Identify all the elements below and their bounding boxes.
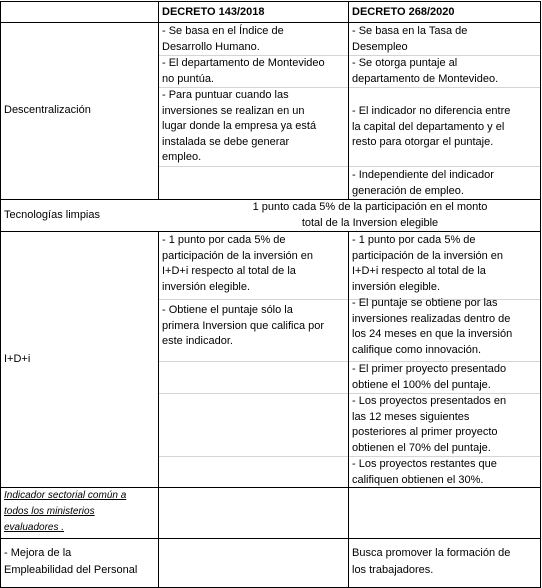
cell-line: - El puntaje se obtiene por las [352,297,498,309]
sectorial-row-bottom [0,538,541,539]
cell-line: no puntúa. [162,72,214,85]
cell-line: - Se basa en el Índice de [162,25,284,37]
cell-line: I+D+i respecto al total de la [162,265,296,278]
cell-line: inversiones se realizan en un [162,104,305,117]
cell-line: resto para otorgar el puntaje. [352,136,494,149]
subrow-line [159,456,348,457]
header-row-bottom [0,22,541,23]
tecnologias-text-line: 1 punto cada 5% de la participación en el monto [252,201,488,213]
subrow-line [159,166,348,167]
cell-line: inversión elegible. [352,280,441,293]
row-label-sectorial: todos los ministerios [4,506,95,517]
tecnologias-text-line: total de la Inversion elegible [301,216,439,229]
table-border-right [540,1,541,588]
cell-line: los 24 meses en que la inversión [352,328,513,341]
col1-divider-bottom [158,231,159,588]
cell-line: - Los proyectos restantes que [352,458,497,470]
cell-line: las 12 meses siguientes [352,410,470,423]
row-label-descentralizacion: Descentralización [4,104,91,116]
cell-line: obtiene el 100% del puntaje. [352,378,491,391]
cell-line: departamento de Montevideo. [352,72,499,85]
cell-line: - Se otorga puntaje al [352,57,458,69]
cell-line: generación de empleo. [352,184,464,197]
cell-line: inversión elegible. [162,280,251,293]
header-decreto-268: DECRETO 268/2020 [352,6,455,18]
cell-line: - Para puntuar cuando las [162,89,289,101]
row-label-idi: I+D+i [4,353,31,365]
cell-line: participación de la inversión en [162,249,314,262]
cell-line: este indicador. [162,335,233,348]
table-border-left [0,1,1,588]
row-label-sectorial: Indicador sectorial común a [4,490,127,501]
col2-divider-top [348,1,349,200]
row-label-empleabilidad: Empleabilidad del Personal [4,564,138,576]
cell-line: Desempleo [352,40,408,53]
cell-line: - El indicador no diferencia entre [352,105,511,117]
row-label-tecnologias: Tecnologías limpias [4,209,100,221]
row-label-sectorial: evaluadores . [4,522,65,533]
cell-line: - Obtiene el puntaje sólo la [162,304,293,316]
cell-line: la capital del departamento y el [352,120,505,133]
cell-line: I+D+i respecto al total de la [352,265,486,278]
cell-line: - 1 punto por cada 5% de [162,234,286,246]
subrow-line [159,361,348,362]
row-label-empleabilidad: - Mejora de la [4,547,72,559]
cell-line: califiquen obtienen el 30%. [352,473,484,486]
col2-divider-bottom [348,231,349,588]
cell-line: inversiones realizadas dentro de [352,312,511,325]
subrow-line [159,299,348,300]
subrow-line [349,166,540,167]
cell-line: Busca promover la formación de [352,547,511,559]
header-decreto-143: DECRETO 143/2018 [162,6,265,18]
cell-line: empleo. [162,151,202,164]
cell-line: califique como innovación. [352,343,482,356]
col1-divider-top [158,1,159,200]
cell-line: - Independiente del indicador [352,169,494,181]
subrow-line [159,393,348,394]
cell-line: - El departamento de Montevideo [162,57,325,69]
cell-line: - Los proyectos presentados en [352,395,507,407]
cell-line: - El primer proyecto presentado [352,363,507,375]
cell-line: - 1 punto por cada 5% de [352,234,476,246]
table-border-top [0,1,541,2]
cell-line: posteriores al primer proyecto [352,426,498,439]
cell-line: primera Inversion que califica por [162,319,325,332]
cell-line: participación de la inversión en [352,249,504,262]
cell-line: los trabajadores. [352,564,434,576]
cell-line: instalada se debe generar [162,135,290,148]
cell-line: lugar donde la empresa ya está [162,120,317,133]
cell-line: Desarrollo Humano. [162,40,260,53]
cell-line: obtienen el 70% del puntaje. [352,441,491,454]
cell-line: - Se basa en la Tasa de [352,25,468,37]
